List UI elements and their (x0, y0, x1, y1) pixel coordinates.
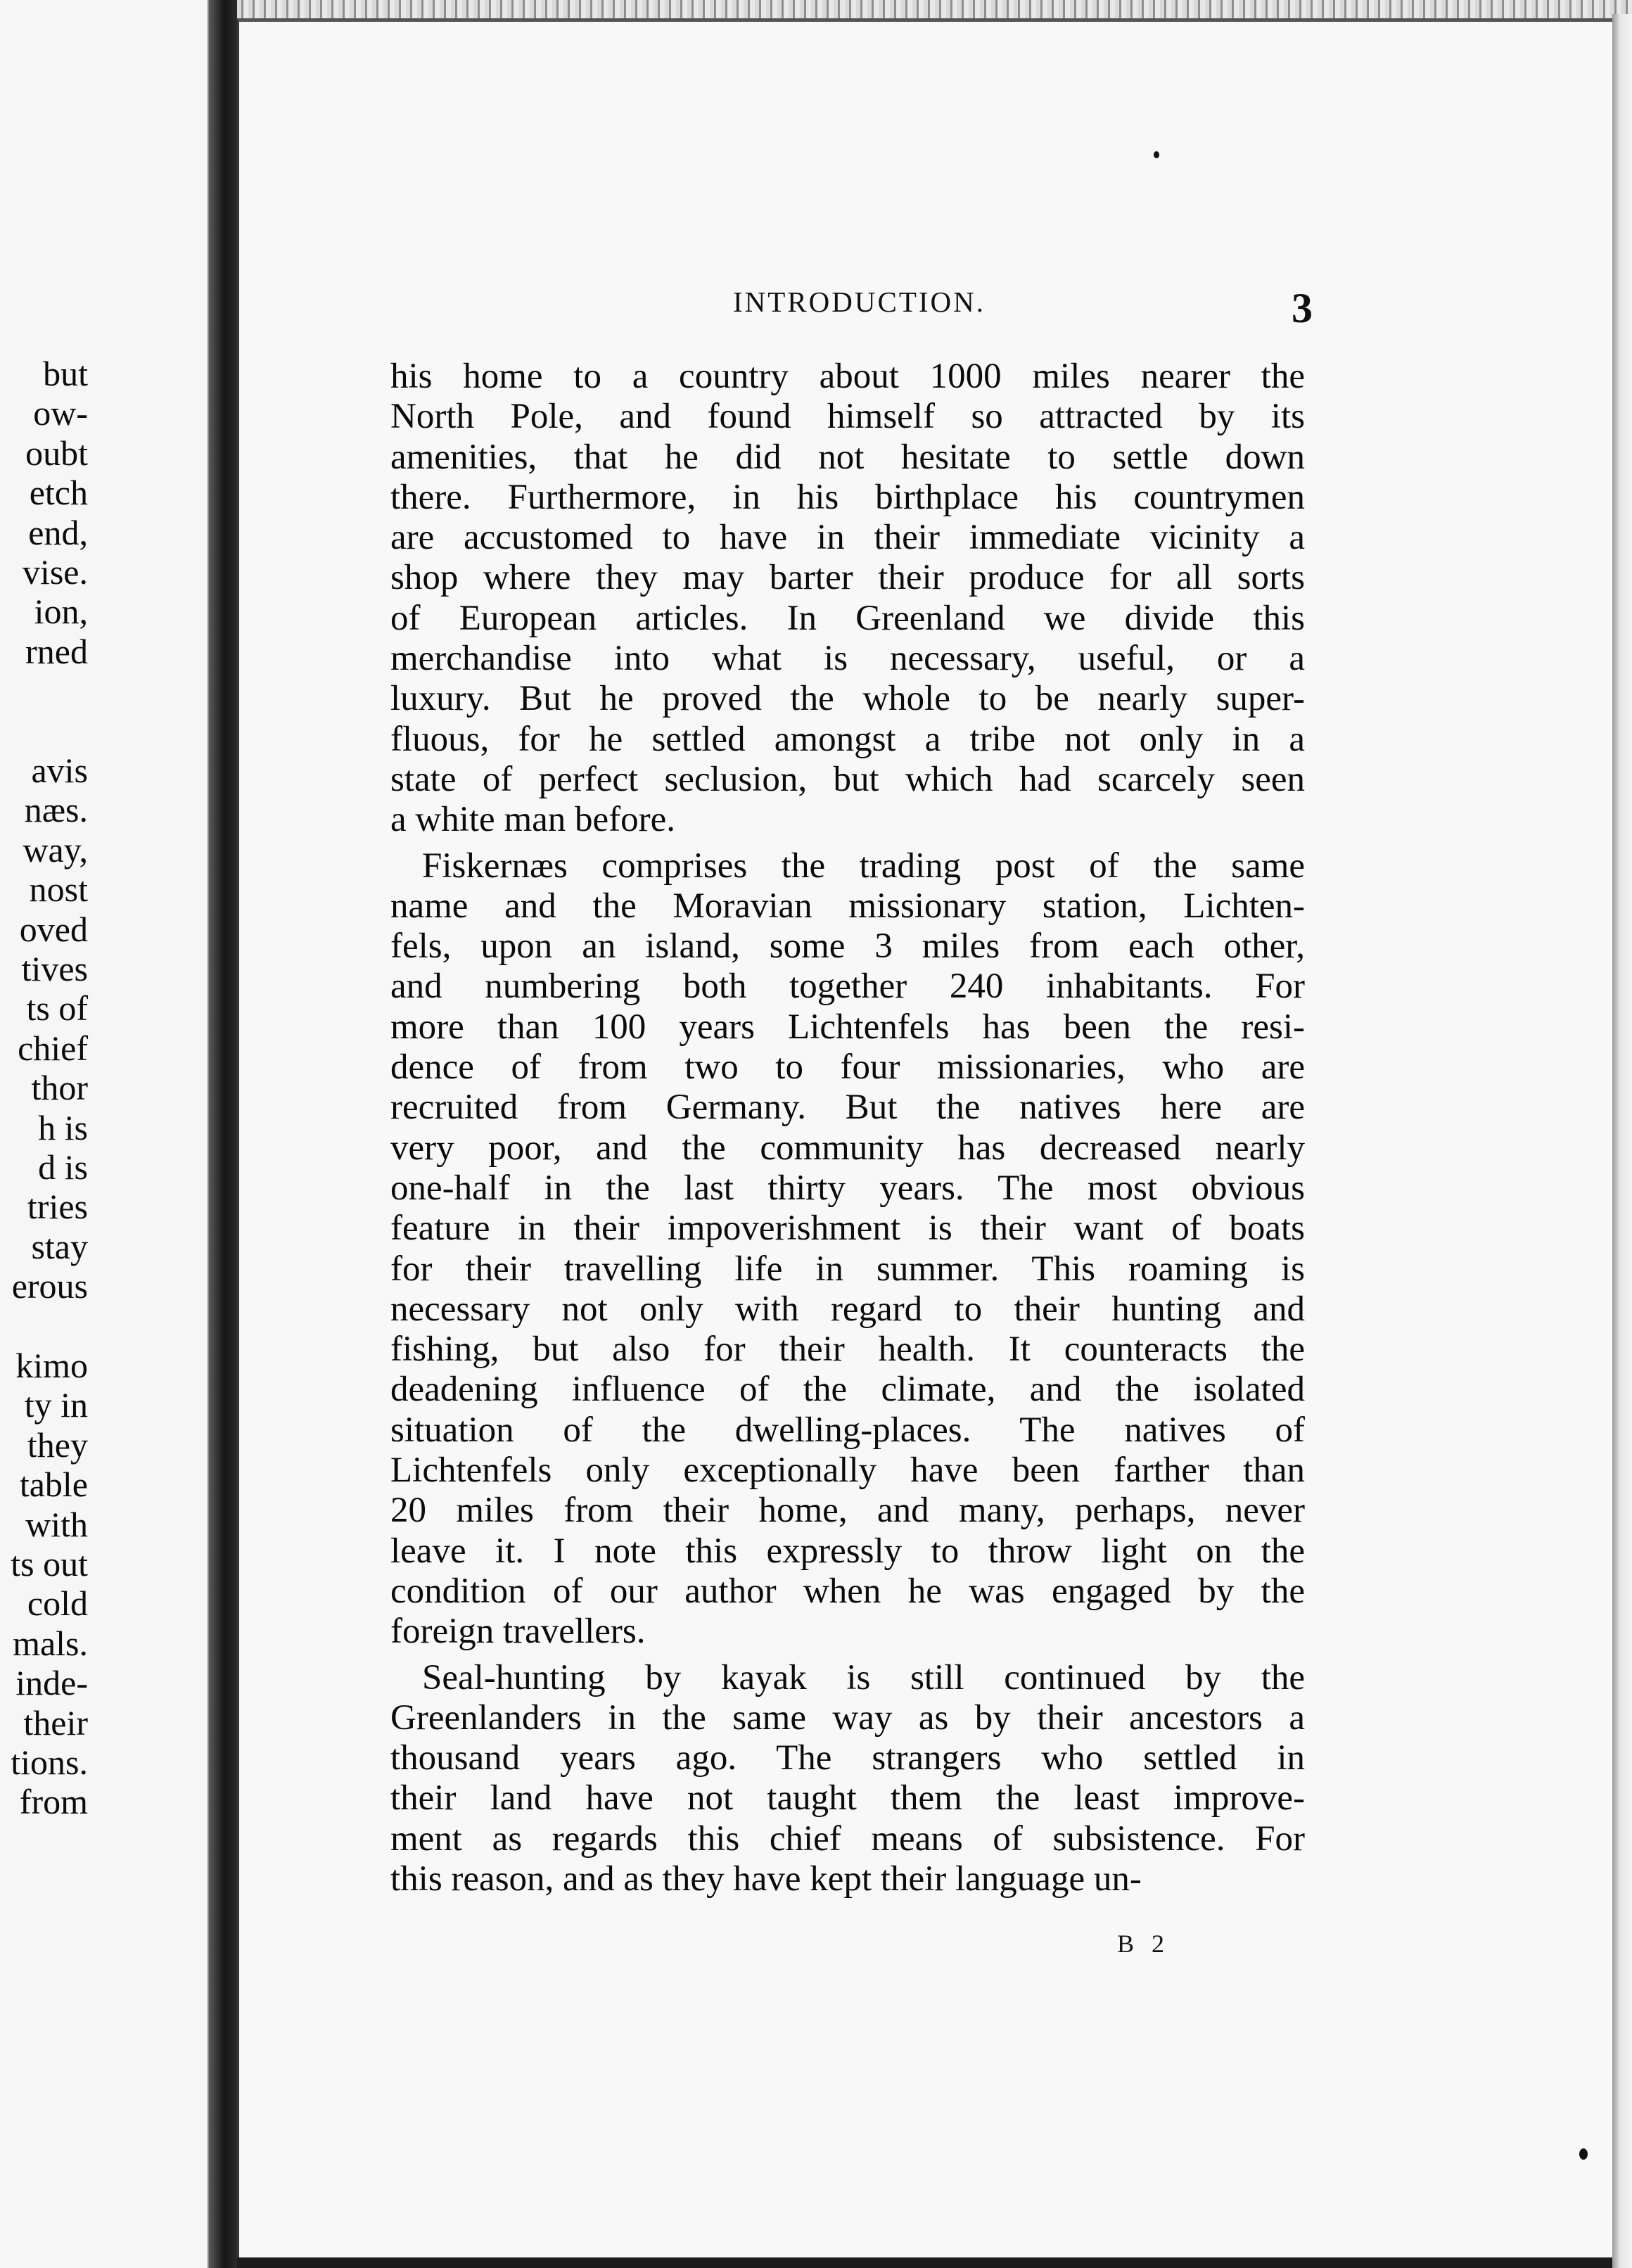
text-line: for their travelling life in summer. This roaming is (390, 1249, 1305, 1289)
left-page-fragment: end, (28, 512, 88, 552)
left-page-fragment: h is (38, 1107, 88, 1147)
text-line: one-half in the last thirty years. The most obvious (390, 1168, 1305, 1208)
left-page-fragment: avis (31, 751, 88, 790)
text-line: dence of from two to four missionaries, who are (390, 1047, 1305, 1088)
left-page-fragment: thor (31, 1068, 88, 1108)
left-page-fragment: ts of (26, 988, 88, 1028)
text-line: a white man before. (390, 800, 675, 840)
ink-speck (1154, 151, 1159, 158)
body-text (390, 357, 1305, 1899)
signature-mark: B 2 (1117, 1930, 1171, 1958)
text-line: his home to a country about 1000 miles nearer the (390, 357, 1305, 396)
left-page-fragment: mals. (13, 1623, 88, 1663)
left-page-fragment: but (43, 354, 88, 393)
text-line: very poor, and the community has decreased nearly (390, 1128, 1305, 1168)
left-page-fragment: d is (38, 1147, 88, 1187)
text-line: necessary not only with regard to their hunting and (390, 1289, 1305, 1329)
left-page-fragment: stay (31, 1226, 88, 1266)
left-page-fragment: erous (11, 1266, 88, 1306)
text-line: Lichtenfels only exceptionally have been farther than (390, 1451, 1305, 1491)
left-page-fragment: cold (27, 1584, 88, 1624)
text-line: Greenlanders in the same way as by their ancestors a (390, 1697, 1305, 1738)
left-page-fragment: chief (18, 1028, 88, 1068)
text-line: fluous, for he settled amongst a tribe not only in a (390, 719, 1305, 759)
paragraph (390, 846, 1305, 1652)
text-line: are accustomed to have in their immediate vicinity a (390, 518, 1305, 558)
left-page-fragment: tries (27, 1187, 88, 1227)
text-line: state of perfect seclusion, but which had scarcely seen (390, 759, 1305, 799)
ink-speck (1579, 2148, 1588, 2160)
left-page-fragment: ion, (34, 592, 88, 632)
text-line: amenities, that he did not hesitate to settle down (390, 437, 1305, 477)
text-line: Seal-hunting by kayak is still continued by the (422, 1657, 1305, 1697)
text-line: name and the Moravian missionary station, Lichten- (390, 886, 1305, 926)
book-gutter (209, 0, 237, 2268)
text-line: foreign travellers. (390, 1612, 646, 1652)
text-line: luxury. But he proved the whole to be nearly super- (390, 679, 1305, 719)
text-line: North Pole, and found himself so attracted by its (390, 397, 1305, 437)
text-line: recruited from Germany. But the natives here are (390, 1088, 1305, 1128)
left-page-fragment: etch (29, 473, 88, 513)
text-line: there. Furthermore, in his birthplace his countrymen (390, 477, 1305, 517)
paragraph (390, 357, 1305, 841)
left-page-fragment: tions. (11, 1743, 88, 1782)
text-line: shop where they may barter their produce for all sorts (390, 558, 1305, 598)
text-line: 20 miles from their home, and many, perhaps, never (390, 1491, 1305, 1531)
text-line: their land have not taught them the least improve- (390, 1778, 1305, 1818)
left-page-fragment: with (25, 1504, 88, 1544)
text-line: feature in their impoverishment is their want of boats (390, 1209, 1305, 1249)
page-number: 3 (1292, 285, 1313, 331)
left-page-fragment: from (19, 1782, 88, 1822)
left-page-fragment: inde- (15, 1663, 88, 1703)
text-line: and numbering both together 240 inhabitants. For (390, 967, 1305, 1007)
text-line: leave it. I note this expressly to throw light on the (390, 1531, 1305, 1571)
text-line: merchandise into what is necessary, useful, or a (390, 639, 1305, 679)
left-page-fragment: they (27, 1425, 88, 1465)
text-line: fels, upon an island, some 3 miles from each other, (390, 926, 1305, 967)
left-page-fragment: ty in (24, 1385, 88, 1425)
left-page-fragment: næs. (24, 790, 88, 830)
left-page-fragment: their (23, 1702, 88, 1743)
page-right-edge (1612, 14, 1632, 2268)
left-facing-page (0, 0, 209, 2268)
text-line: ment as regards this chief means of subsistence. For (390, 1818, 1305, 1859)
left-page-fragment: table (19, 1465, 88, 1505)
left-page-fragment: tives (21, 949, 88, 988)
text-line: situation of the dwelling-places. The natives of (390, 1410, 1305, 1450)
text-line: fishing, but also for their health. It counteracts the (390, 1330, 1305, 1370)
text-line: thousand years ago. The strangers who settled in (390, 1738, 1305, 1778)
text-line: more than 100 years Lichtenfels has been the resi- (390, 1007, 1305, 1047)
left-page-fragment: ts out (11, 1544, 88, 1584)
left-page-fragment: oubt (25, 433, 88, 473)
left-page-fragment: oved (19, 909, 88, 949)
left-page-fragment: ow- (33, 393, 88, 433)
left-page-fragment: way, (23, 829, 88, 869)
left-page-fragment: vise. (22, 552, 88, 592)
text-line: this reason, and as they have kept their language un- (390, 1859, 1142, 1899)
left-page-fragment: nost (29, 869, 88, 910)
text-line: condition of our author when he was engaged by the (390, 1571, 1305, 1611)
text-line: Fiskernæs comprises the trading post of the same (422, 846, 1305, 886)
left-page-fragment: kimo (15, 1346, 88, 1385)
left-page-fragment: rned (25, 631, 88, 671)
text-line: deadening influence of the climate, and the isolated (390, 1370, 1305, 1410)
text-line: of European articles. In Greenland we divide this (390, 598, 1305, 638)
running-head: INTRODUCTION. (733, 286, 986, 318)
paragraph (390, 1658, 1305, 1900)
